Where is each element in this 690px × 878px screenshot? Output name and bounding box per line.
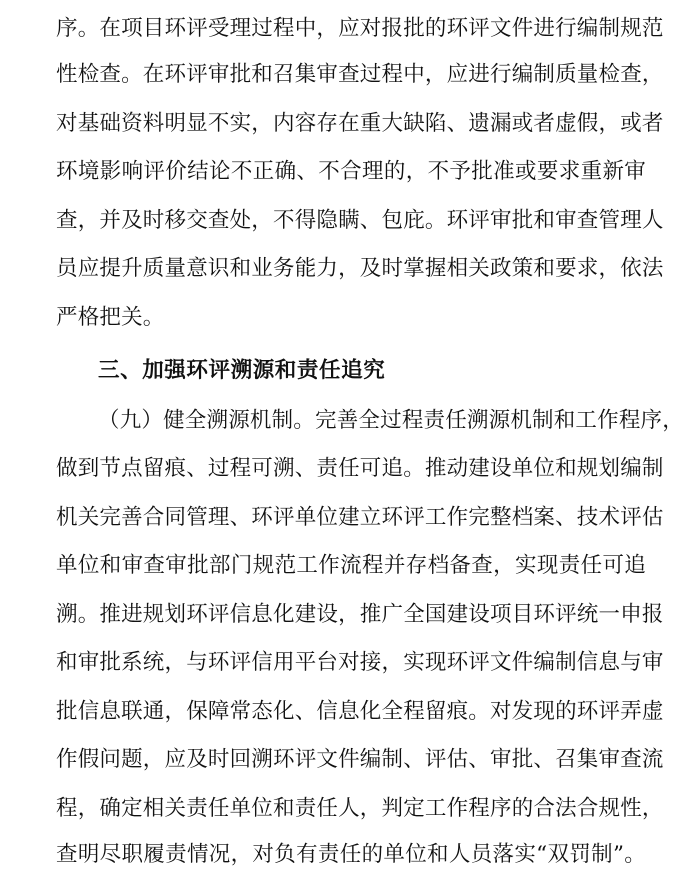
subsection-label: （九）健全溯源机制。 — [98, 408, 316, 433]
paragraph-line: 查，并及时移交查处，不得隐瞒、包庇。环评审批和审查管理人 — [56, 208, 664, 233]
subsection-first-line-text: 完善全过程责任溯源机制和工作程序， — [315, 408, 684, 433]
paragraph-line: 溯。推进规划环评信息化建设，推广全国建设项目环评统一申报 — [56, 602, 664, 627]
paragraph-line: 程，确定相关责任单位和责任人，判定工作程序的合法合规性， — [56, 796, 664, 821]
section-heading: 三、加强环评溯源和责任追究 — [98, 358, 386, 383]
paragraph-line: 严格把关。 — [56, 305, 165, 330]
paragraph-line: 性检查。在环评审批和召集审查过程中，应进行编制质量检查， — [56, 62, 664, 87]
paragraph-line: 批信息联通，保障常态化、信息化全程留痕。对发现的环评弄虚 — [56, 699, 664, 724]
paragraph-line: 单位和审查审批部门规范工作流程并存档备查，实现责任可追 — [56, 553, 646, 578]
paragraph-line: 查明尽职履责情况，对负有责任的单位和人员落实“双罚制”。 — [56, 842, 646, 867]
paragraph-line: 作假问题，应及时回溯环评文件编制、评估、审批、召集审查流 — [56, 747, 664, 772]
paragraph-line: 员应提升质量意识和业务能力，及时掌握相关政策和要求，依法 — [56, 256, 664, 281]
paragraph-line: 机关完善合同管理、环评单位建立环评工作完整档案、技术评估 — [56, 505, 664, 530]
paragraph-line: 序。在项目环评受理过程中，应对报批的环评文件进行编制规范 — [56, 16, 664, 41]
paragraph-line: 对基础资料明显不实，内容存在重大缺陷、遗漏或者虚假，或者 — [56, 111, 664, 136]
subsection-first-line — [98, 398, 684, 444]
paragraph-line: 和审批系统，与环评信用平台对接，实现环评文件编制信息与审 — [56, 650, 664, 675]
paragraph-line: 做到节点留痕、过程可溯、责任可追。推动建设单位和规划编制 — [56, 456, 664, 481]
paragraph-line: 环境影响评价结论不正确、不合理的，不予批准或要求重新审 — [56, 159, 646, 184]
